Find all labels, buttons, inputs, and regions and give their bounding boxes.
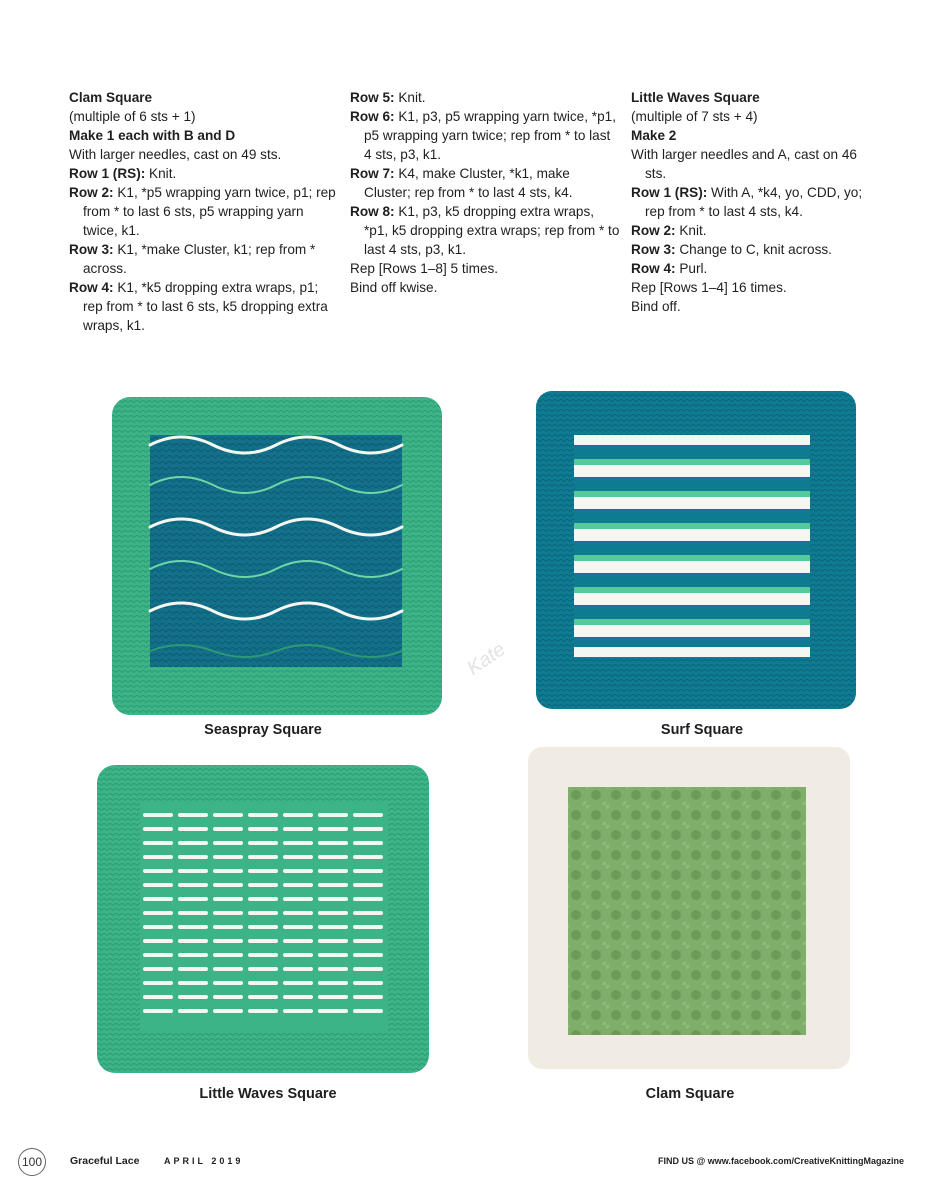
wave-panel xyxy=(150,435,402,667)
magazine-section: Graceful Lace xyxy=(70,1155,140,1167)
caption-little-waves: Little Waves Square xyxy=(199,1086,337,1102)
pattern-title: Little Waves Square xyxy=(631,90,760,105)
row-instruction: Row 1 (RS): Knit. xyxy=(69,166,177,181)
make-count: Make 2 xyxy=(631,128,677,143)
page-footer xyxy=(18,1148,904,1174)
row-instruction: Row 3: Change to C, knit across. xyxy=(631,242,832,257)
row-instruction: Row 4: K1, *k5 dropping extra wraps, p1; rep from * to last 6 sts, k5 dropping extra wraps, k1. xyxy=(69,280,328,333)
pattern-title: Clam Square xyxy=(69,90,153,105)
seaspray-square-photo xyxy=(110,395,444,717)
caption-clam: Clam Square xyxy=(645,1086,735,1102)
clam-panel xyxy=(568,787,806,1035)
cast-on: With larger needles and A, cast on 46 sts. xyxy=(631,147,857,181)
row-instruction: Row 1 (RS): With A, *k4, yo, CDD, yo; rep from * to last 4 sts, k4. xyxy=(631,185,863,219)
row-instruction: Row 8: K1, p3, k5 dropping extra wraps, *p1, k5 dropping extra wraps; rep from * to last 4 sts, p3, k1. xyxy=(350,204,620,257)
find-us-link[interactable]: FIND US @ www.facebook.com/CreativeKnittingMagazine xyxy=(658,1156,904,1166)
row-instruction: Row 2: Knit. xyxy=(631,223,707,238)
caption-surf: Surf Square xyxy=(660,722,744,738)
caption-seaspray: Seaspray Square xyxy=(204,722,322,738)
instructions-clam-square xyxy=(69,88,339,335)
repeat-instruction: Rep [Rows 1–4] 16 times. xyxy=(631,280,787,295)
row-instruction: Row 7: K4, make Cluster, *k1, make Cluster; rep from * to last 4 sts, k4. xyxy=(350,166,573,200)
bind-off-instruction: Bind off kwise. xyxy=(350,280,438,295)
row-instruction: Row 3: K1, *make Cluster, k1; rep from * across. xyxy=(69,242,316,276)
row-instruction: Row 2: K1, *p5 wrapping yarn twice, p1; rep from * to last 6 sts, p5 wrapping yarn twice, k1. xyxy=(69,185,336,238)
row-instruction: Row 4: Purl. xyxy=(631,261,708,276)
clam-square-photo xyxy=(526,745,852,1071)
row-instruction: Row 6: K1, p3, p5 wrapping yarn twice, *p1, p5 wrapping yarn twice; rep from * to last 4 sts, p3, k1. xyxy=(350,109,616,162)
surf-square-photo xyxy=(534,389,858,711)
instructions-clam-square-continued xyxy=(350,88,620,297)
stitch-multiple: (multiple of 6 sts + 1) xyxy=(69,109,196,124)
issue-date: APRIL 2019 xyxy=(164,1156,244,1166)
row-instruction: Row 5: Knit. xyxy=(350,90,426,105)
cast-on: With larger needles, cast on 49 sts. xyxy=(69,147,282,162)
instructions-little-waves-square xyxy=(631,88,881,316)
bind-off-instruction: Bind off. xyxy=(631,299,681,314)
repeat-instruction: Rep [Rows 1–8] 5 times. xyxy=(350,261,499,276)
make-count: Make 1 each with B and D xyxy=(69,128,236,143)
page-number: 100 xyxy=(18,1148,46,1176)
watermark: Kate xyxy=(463,638,510,680)
stitch-multiple: (multiple of 7 sts + 4) xyxy=(631,109,758,124)
little-waves-square-photo xyxy=(95,763,431,1075)
